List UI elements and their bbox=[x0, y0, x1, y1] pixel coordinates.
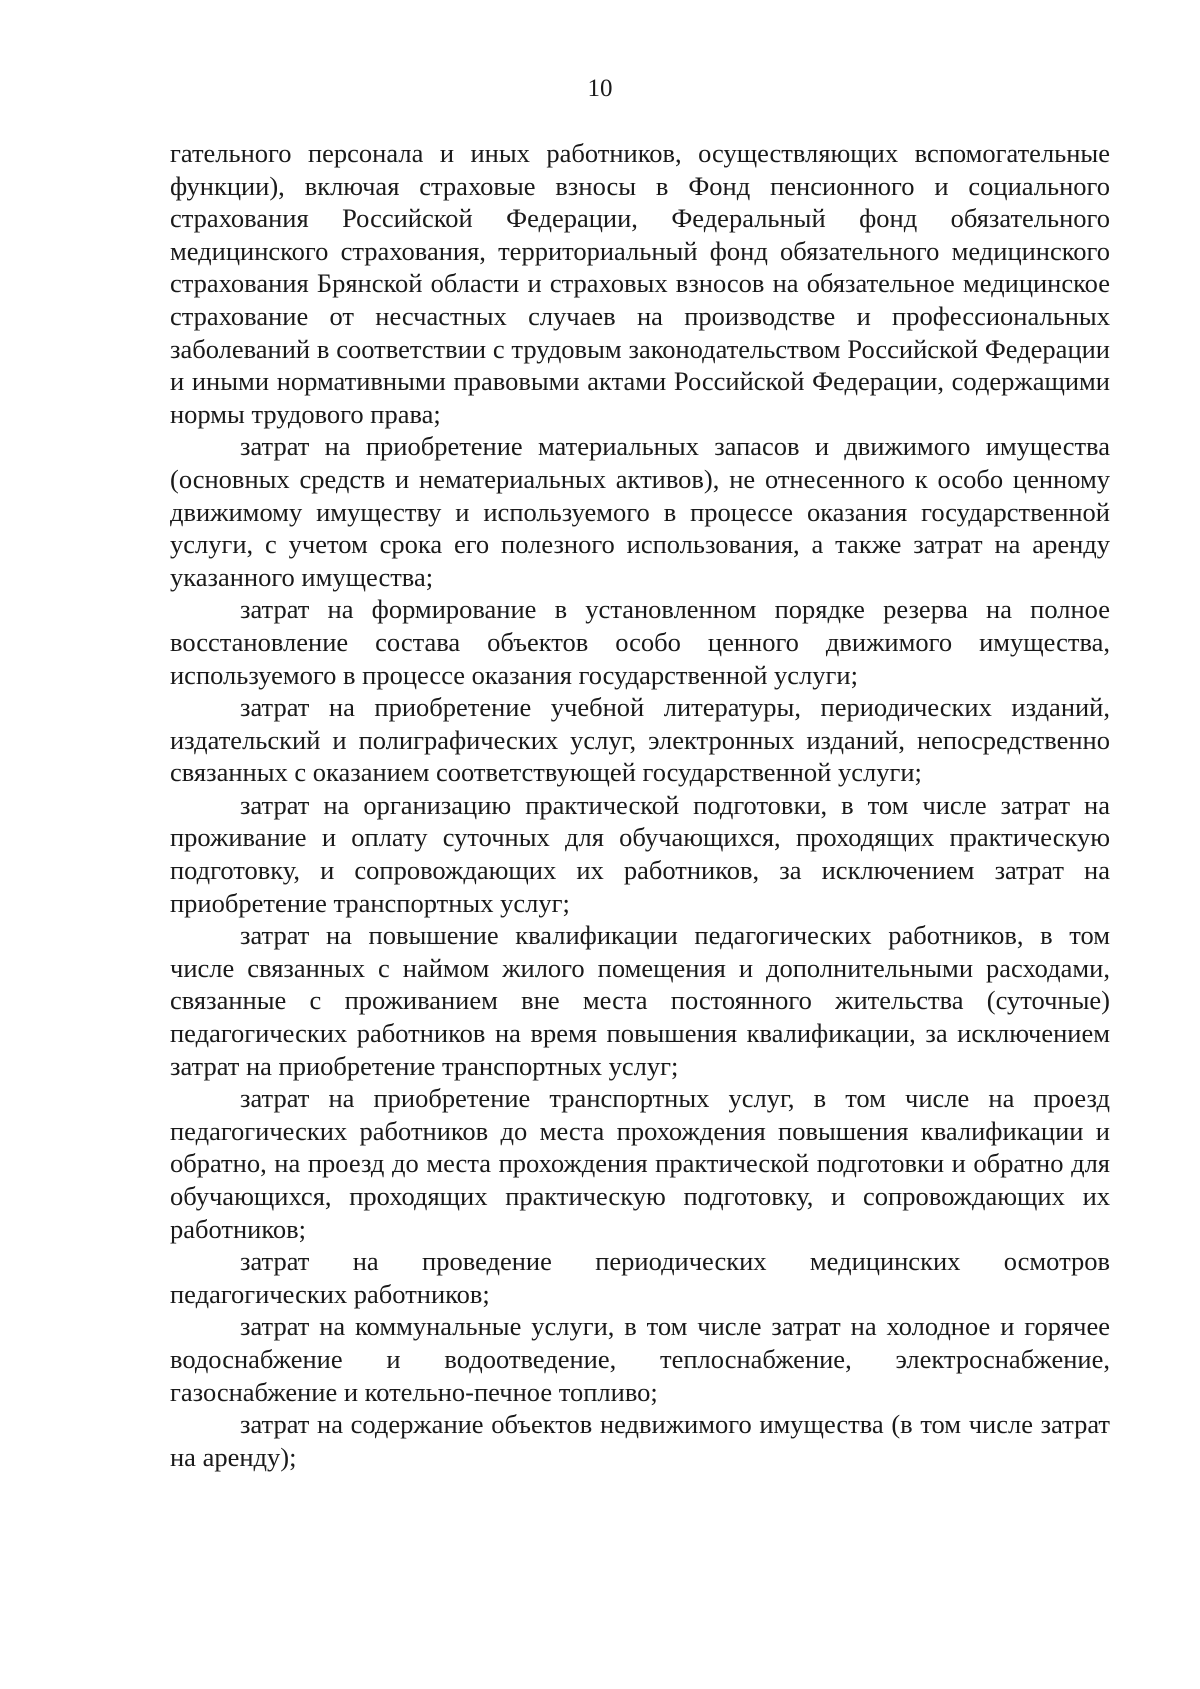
document-body bbox=[170, 137, 1110, 1473]
paragraph-material-stocks: затрат на приобретение материальных запасов и движимого имущества (основных средств и нематериальных активов), не отнесенного к особо ценному движимому имуществу и используемого в процессе оказания государственной услуги, с учетом срока его полезного использования, а также затрат на аренду указанного имущества; bbox=[170, 431, 1110, 592]
paragraph-medical-checkups: затрат на проведение периодических медицинских осмотров педагогических работников; bbox=[170, 1246, 1110, 1309]
paragraph-literature: затрат на приобретение учебной литературы, периодических изданий, издательский и полиграфических услуг, электронных изданий, непосредственно связанных с оказанием соответствующей государственной услуги; bbox=[170, 692, 1110, 788]
paragraph-practical-training: затрат на организацию практической подготовки, в том числе затрат на проживание и оплату суточных для обучающихся, проходящих практическую подготовку, и сопровождающих их работников, за исключением затрат на приобретение транспортных услуг; bbox=[170, 789, 1110, 918]
paragraph-reserve: затрат на формирование в установленном порядке резерва на полное восстановление состава объектов особо ценного движимого имущества, используемого в процессе оказания государственной услуги; bbox=[170, 594, 1110, 690]
paragraph-real-estate: затрат на содержание объектов недвижимого имущества (в том числе затрат на аренду); bbox=[170, 1409, 1110, 1472]
paragraph-continuation: гательного персонала и иных работников, осуществляющих вспомогательные функции), включая страховые взносы в Фонд пенсионного и социального страхования Российской Федерации, Федеральный фонд обязательного медицинского страхования, территориальный фонд обязательного медицинского страхования Брянской области и страховых взносов на обязательное медицинское страхование от несчастных случаев на производстве и профессиональных заболеваний в соответствии с трудовым законодательством Российской Федерации и иными нормативными правовыми актами Российской Федерации, содержащими нормы трудового права; bbox=[170, 138, 1110, 429]
page-number: 10 bbox=[587, 75, 613, 102]
paragraph-qualification: затрат на повышение квалификации педагогических работников, в том числе связанных с наймом жилого помещения и дополнительными расходами, связанные с проживанием вне места постоянного жительства (суточные) педагогических работников на время повышения квалификации, за исключением затрат на приобретение транспортных услуг; bbox=[170, 920, 1110, 1081]
paragraph-utilities: затрат на коммунальные услуги, в том числе затрат на холодное и горячее водоснабжение и водоотведение, теплоснабжение, электроснабжение, газоснабжение и котельно-печное топливо; bbox=[170, 1311, 1110, 1407]
paragraph-transport: затрат на приобретение транспортных услуг, в том числе на проезд педагогических работников до места прохождения повышения квалификации и обратно, на проезд до места прохождения практической подготовки и обратно для обучающихся, проходящих практическую подготовку, и сопровождающих их работников; bbox=[170, 1083, 1110, 1244]
